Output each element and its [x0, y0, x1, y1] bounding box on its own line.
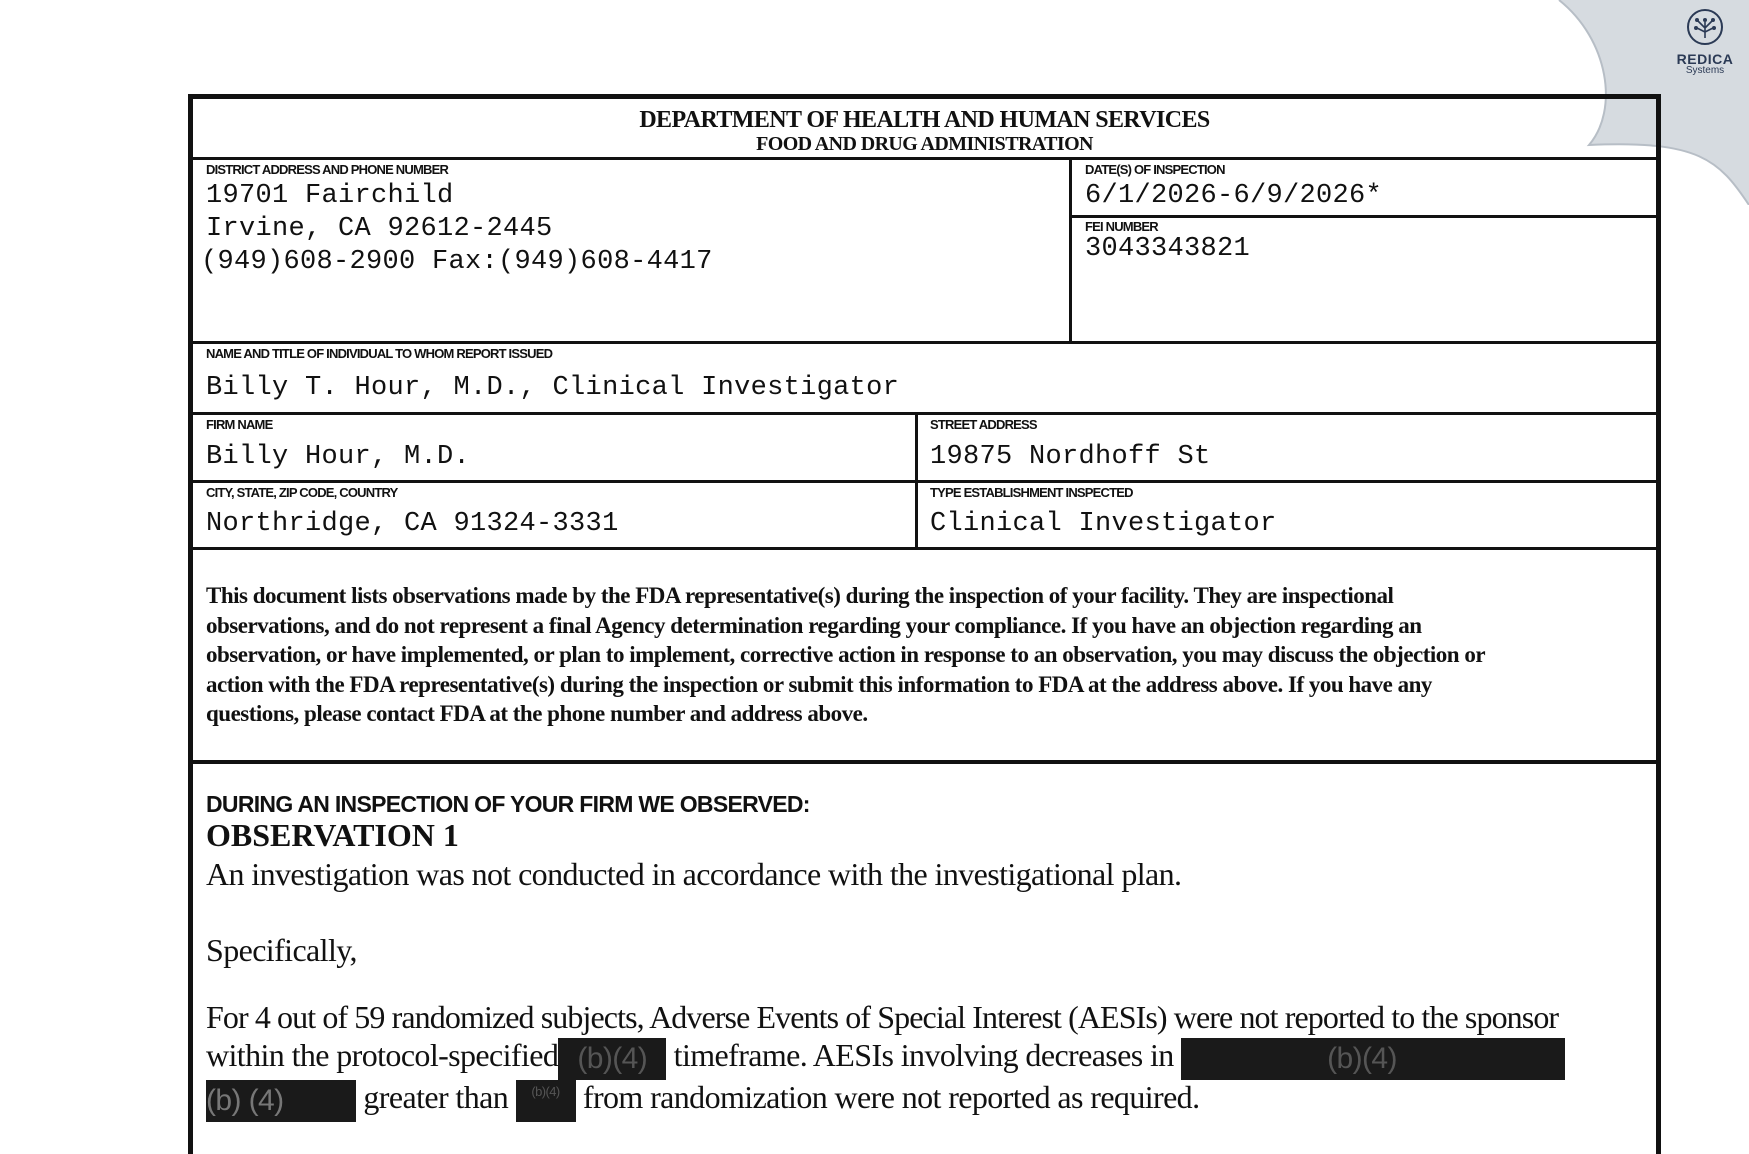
line3-start: greater than [356, 1079, 516, 1115]
district-line1: 19701 Fairchild [206, 181, 454, 211]
recipient-caption: NAME AND TITLE OF INDIVIDUAL TO WHOM REPORT ISSUED [206, 346, 553, 361]
divider [1069, 157, 1072, 341]
street-address: 19875 Nordhoff St [930, 442, 1211, 472]
redica-sub: Systems [1685, 65, 1725, 76]
redica-name: REDICA [1676, 51, 1734, 67]
fei-caption: FEI NUMBER [1085, 219, 1158, 234]
department-title: DEPARTMENT OF HEALTH AND HUMAN SERVICES [639, 107, 1210, 133]
notice-line: questions, please contact FDA at the phone number and address above. [206, 701, 868, 727]
redica-logo [1660, 8, 1749, 76]
establishment-type: Clinical Investigator [930, 509, 1277, 539]
redaction-label: (b)(4) [1327, 1041, 1397, 1075]
district-caption: DISTRICT ADDRESS AND PHONE NUMBER [206, 162, 449, 177]
redaction-block: (b)(4) [516, 1080, 576, 1122]
redaction-block: (b)(4) [558, 1038, 666, 1080]
fda-483-form [188, 94, 1661, 1154]
district-phone: (949)608-2900 Fax:(949)608-4417 [201, 247, 713, 277]
observation-summary: An investigation was not conducted in accordance with the investigational plan. [206, 856, 1182, 892]
divider [193, 157, 1656, 160]
firm-name: Billy Hour, M.D. [206, 442, 471, 472]
redaction-block: (b) (4) [206, 1080, 356, 1122]
city-value: Northridge, CA 91324-3331 [206, 509, 619, 539]
notice-line: action with the FDA representative(s) during the inspection or submit this information to FDA at the address above. If you have any [206, 671, 1432, 697]
notice-paragraph [206, 581, 1656, 729]
divider [1069, 215, 1656, 218]
observation-line1: For 4 out of 59 randomized subjects, Adverse Events of Special Interest (AESIs) were not reported to the sponsor [206, 999, 1559, 1035]
notice-line: This document lists observations made by the FDA representative(s) during the inspection of your facility. They are inspectional [206, 583, 1394, 608]
line2-start: within the protocol-specified [206, 1037, 559, 1073]
inspection-dates: 6/1/2026-6/9/2026* [1085, 181, 1383, 211]
observation-title: OBSERVATION 1 [206, 817, 459, 853]
dates-caption: DATE(S) OF INSPECTION [1085, 162, 1225, 177]
notice-line: observations, and do not represent a final Agency determination regarding your compliance. If you have an objection regarding an [206, 612, 1422, 638]
divider [193, 547, 1656, 550]
recipient-value: Billy T. Hour, M.D., Clinical Investigator [206, 373, 900, 403]
city-caption: CITY, STATE, ZIP CODE, COUNTRY [206, 485, 398, 500]
observation-line3 [206, 1079, 1200, 1122]
agency-title: FOOD AND DRUG ADMINISTRATION [756, 133, 1093, 155]
line3-end: from randomization were not reported as required. [575, 1079, 1200, 1115]
line2-mid: timeframe. AESIs involving decreases in [666, 1037, 1182, 1073]
street-caption: STREET ADDRESS [930, 417, 1037, 432]
type-caption: TYPE ESTABLISHMENT INSPECTED [930, 485, 1133, 500]
fei-number: 3043343821 [1085, 234, 1251, 264]
observation-line2 [206, 1037, 1565, 1080]
redaction-block [1181, 1038, 1565, 1080]
redica-tree-icon [1686, 8, 1724, 46]
notice-line: observation, or have implemented, or plan to implement, corrective action in response to an observation, you may discuss the objection or [206, 642, 1486, 668]
divider [193, 760, 1656, 764]
divider [193, 341, 1656, 344]
divider [193, 412, 1656, 415]
specifically-label: Specifically, [206, 932, 357, 968]
firm-name-caption: FIRM NAME [206, 417, 273, 432]
divider [193, 480, 1656, 483]
observation-heading: DURING AN INSPECTION OF YOUR FIRM WE OBSERVED: [206, 791, 810, 817]
district-line2: Irvine, CA 92612-2445 [206, 214, 553, 244]
